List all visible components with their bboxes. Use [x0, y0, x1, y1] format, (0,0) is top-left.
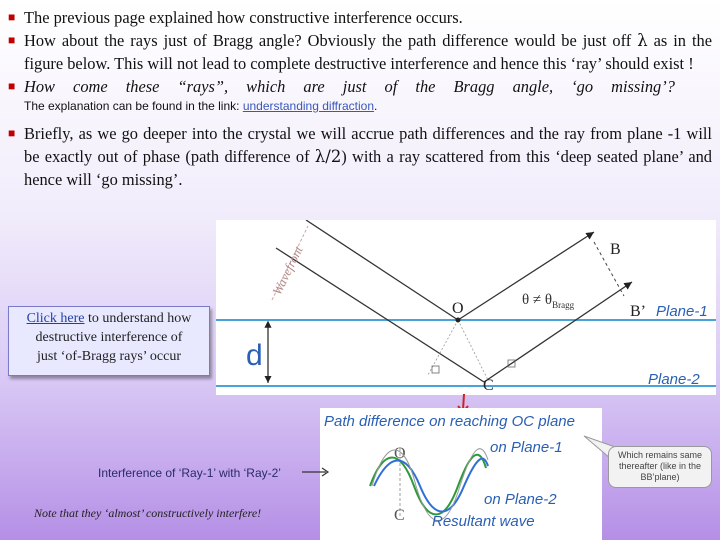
label-b-prime: B’: [630, 303, 646, 320]
almost-constructive-note: Note that they ‘almost’ constructively interfere!: [34, 506, 262, 520]
bullet-3: ■ How come these “rays”, which are just of the Bragg angle, ‘go missing’?: [8, 77, 675, 96]
d-label: d: [246, 339, 263, 372]
label-o: O: [452, 300, 464, 317]
label-b: B: [610, 241, 621, 258]
path-difference-panel: [320, 408, 602, 540]
bullet-text-block: [8, 6, 712, 191]
path-difference-title: Path difference on reaching OC plane: [324, 413, 575, 430]
right-arrow-icon: [302, 464, 332, 480]
callout-note: Which remains same thereafter (like in the BB’plane): [608, 446, 712, 488]
bullet-2: ■ How about the rays just of Bragg angle? Obviously the path difference would be just off λ as in the figure below. This will not lead to complete destructive interference and hence this ‘ray’ should exist !: [8, 31, 712, 73]
bullet-1: ■ The previous page explained how constructive interference occurs.: [8, 8, 463, 27]
point-o: [456, 318, 461, 323]
plane-2-label: Plane-2: [648, 371, 700, 388]
incident-ray-1: [306, 220, 458, 320]
wavefront-label: Wavefront: [269, 243, 306, 298]
on-plane-1-label: on Plane-1: [490, 439, 563, 456]
resultant-wave-label: Resultant wave: [432, 513, 535, 530]
explanation-line: The explanation can be found in the link: understanding diffraction.: [24, 99, 378, 113]
label-c-bottom: C: [394, 507, 405, 524]
path-difference-diagram: [320, 408, 602, 540]
wave-plane-2: [374, 459, 488, 512]
bullet-4: ■ Briefly, as we go deeper into the crystal we will accrue path differences and the ray from plane -1 will be exactly out of phase (path difference of λ/2) with a ray scattered from this ‘deep seated plane’ and hence will ‘go missing’.: [8, 124, 713, 189]
click-here-link[interactable]: Click here: [26, 311, 85, 326]
bullet-marker-icon: ■: [8, 126, 16, 140]
bullet-marker-icon: ■: [8, 10, 16, 24]
plane-1-label: Plane-1: [656, 303, 708, 320]
destructive-interference-button[interactable]: Click here to understand how destructive interference of just ‘of-Bragg rays’ occur: [8, 306, 210, 376]
resultant-wave: [372, 449, 488, 521]
bragg-diagram: [216, 220, 716, 395]
bragg-diagram-panel: [216, 220, 716, 395]
understanding-diffraction-link[interactable]: understanding diffraction: [242, 99, 375, 113]
reflected-ray-2: [484, 282, 632, 382]
bullet-marker-icon: ■: [8, 79, 16, 93]
label-o-bottom: O: [394, 445, 406, 462]
bullet-marker-icon: ■: [8, 33, 16, 47]
interference-label: Interference of ‘Ray-1’ with ‘Ray-2’: [98, 466, 281, 480]
theta-label: $\theta \ne \theta_{Bragg}$: [522, 292, 575, 310]
on-plane-2-label: on Plane-2: [484, 491, 557, 508]
label-c: C: [483, 377, 494, 394]
